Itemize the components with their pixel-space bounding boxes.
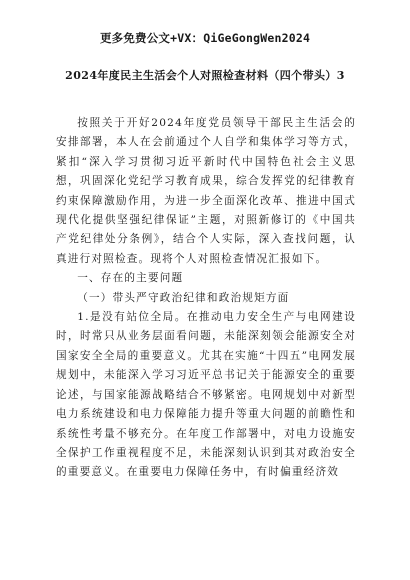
- document-header: 更多免费公文+VX：QiGeGongWen2024: [99, 31, 311, 45]
- document-body: [56, 114, 356, 483]
- document-title: 2024年度民主生活会个人对照检查材料（四个带头）3: [65, 69, 345, 82]
- body-paragraph: 1.是没有站位全局。在推动电力安全生产与电网建设时，时常只从业务层面看问题，未能深刻领会能源安全对国家安全全局的重要意义。尤其在实施“十四五”电网发展规划中，未能深入学习习近平总书记关于能源安全的重要论述，与国家能源战略结合不够紧密。电网规划中对新型电力系统建设和电力保障能力提升等重大问题的前瞻性和系统性考量不够充分。在年度工作部署中，对电力设施安全保护工作重视程度不足，未能深刻认识到其对政治安全的重要意义。在重要电力保障任务中，有时偏重经济效: [56, 311, 356, 479]
- section-heading: 一、存在的主要问题: [77, 272, 184, 285]
- intro-paragraph: 按照关于开好2024年度党员领导干部民主生活会的安排部署，本人在会前通过个人自学和集体学习等方式，紧扣“深入学习贯彻习近平新时代中国特色社会主义思想，巩固深化党纪学习教育成果，综合发挥党的纪律教育约束保障激励作用，为进一步全面深化改革、推进中国式现代化提供坚强纪律保证”主题，对照新修订的《中国共产党纪律处分条例》，结合个人实际，深入查找问题，认真进行对照检查。现将个人对照检查情况汇报如下。: [56, 117, 356, 265]
- subsection-heading: （一）带头严守政治纪律和政治规矩方面: [77, 291, 290, 304]
